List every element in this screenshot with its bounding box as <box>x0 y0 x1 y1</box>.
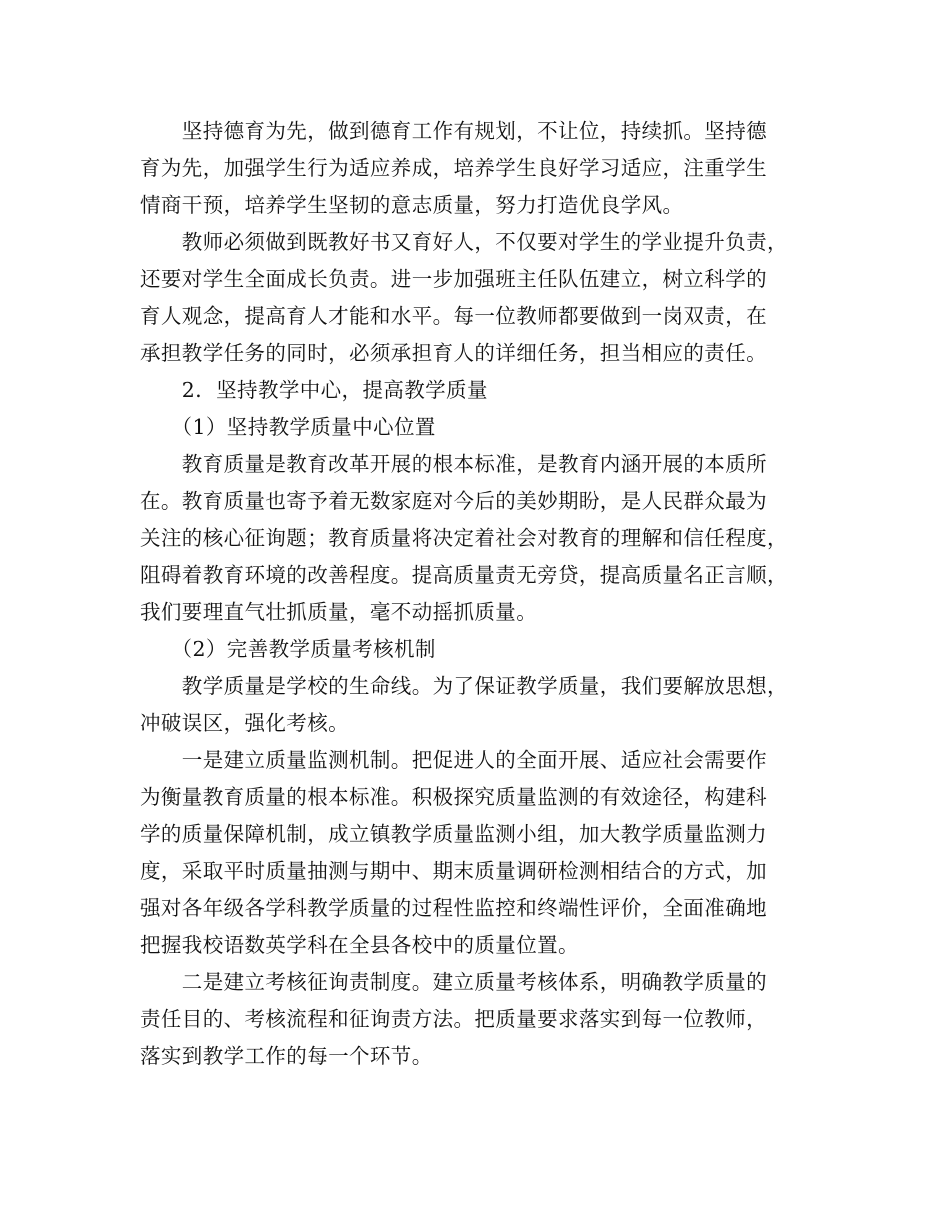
paragraph-teacher-duty <box>140 224 822 372</box>
text-line: 阻碍着教育环境的改善程度。提高质量责无旁贷，提高质量名正言顺， <box>140 563 788 587</box>
text-line: 情商干预，培养学生坚韧的意志质量，努力打造优良学风。 <box>140 193 684 217</box>
paragraph-quality-lifeline <box>140 668 822 742</box>
heading-text: （1）坚持教学质量中心位置 <box>140 415 436 439</box>
paragraph-moral-education <box>140 113 822 224</box>
text-line: 度，采取平时质量抽测与期中、期末质量调研检测相结合的方式，加 <box>140 859 767 883</box>
text-line: 冲破误区，强化考核。 <box>140 711 349 735</box>
heading-text: 2．坚持教学中心，提高教学质量 <box>140 378 488 402</box>
text-line: 一是建立质量监测机制。把促进人的全面开展、适应社会需要作 <box>140 748 767 772</box>
subsection-heading-1 <box>140 409 822 446</box>
text-line: 育人观念，提高育人才能和水平。每一位教师都要做到一岗双责，在 <box>140 304 767 328</box>
document-page <box>140 113 822 1075</box>
text-line: 育为先，加强学生行为适应养成，培养学生良好学习适应，注重学生 <box>140 156 767 180</box>
text-line: 我们要理直气壮抓质量，毫不动摇抓质量。 <box>140 600 538 624</box>
text-line: 把握我校语数英学科在全县各校中的质量位置。 <box>140 933 579 957</box>
paragraph-quality-standard <box>140 446 822 631</box>
paragraph-accountability-system <box>140 964 822 1075</box>
text-line: 关注的核心征询题；教育质量将决定着社会对教育的理解和信任程度， <box>140 526 788 550</box>
subsection-heading-2 <box>140 631 822 668</box>
text-line: 落实到教学工作的每一个环节。 <box>140 1044 433 1068</box>
heading-text: （2）完善教学质量考核机制 <box>140 637 436 661</box>
text-line: 在。教育质量也寄予着无数家庭对今后的美妙期盼，是人民群众最为 <box>140 489 767 513</box>
text-line: 坚持德育为先，做到德育工作有规划，不让位，持续抓。坚持德 <box>140 119 767 143</box>
text-line: 教学质量是学校的生命线。为了保证教学质量，我们要解放思想， <box>140 674 788 698</box>
text-line: 承担教学任务的同时，必须承担育人的详细任务，担当相应的责任。 <box>140 341 767 365</box>
text-line: 教师必须做到既教好书又育好人，不仅要对学生的学业提升负责， <box>140 230 788 254</box>
paragraph-monitoring-mechanism <box>140 742 822 964</box>
text-line: 为衡量教育质量的根本标准。积极探究质量监测的有效途径，构建科 <box>140 785 767 809</box>
text-line: 二是建立考核征询责制度。建立质量考核体系，明确教学质量的 <box>140 970 767 994</box>
text-line: 教育质量是教育改革开展的根本标准，是教育内涵开展的本质所 <box>140 452 767 476</box>
section-heading <box>140 372 822 409</box>
text-line: 责任目的、考核流程和征询责方法。把质量要求落实到每一位教师， <box>140 1007 767 1031</box>
text-line: 学的质量保障机制，成立镇教学质量监测小组，加大教学质量监测力 <box>140 822 767 846</box>
text-line: 强对各年级各学科教学质量的过程性监控和终端性评价，全面准确地 <box>140 896 767 920</box>
text-line: 还要对学生全面成长负责。进一步加强班主任队伍建立，树立科学的 <box>140 267 767 291</box>
